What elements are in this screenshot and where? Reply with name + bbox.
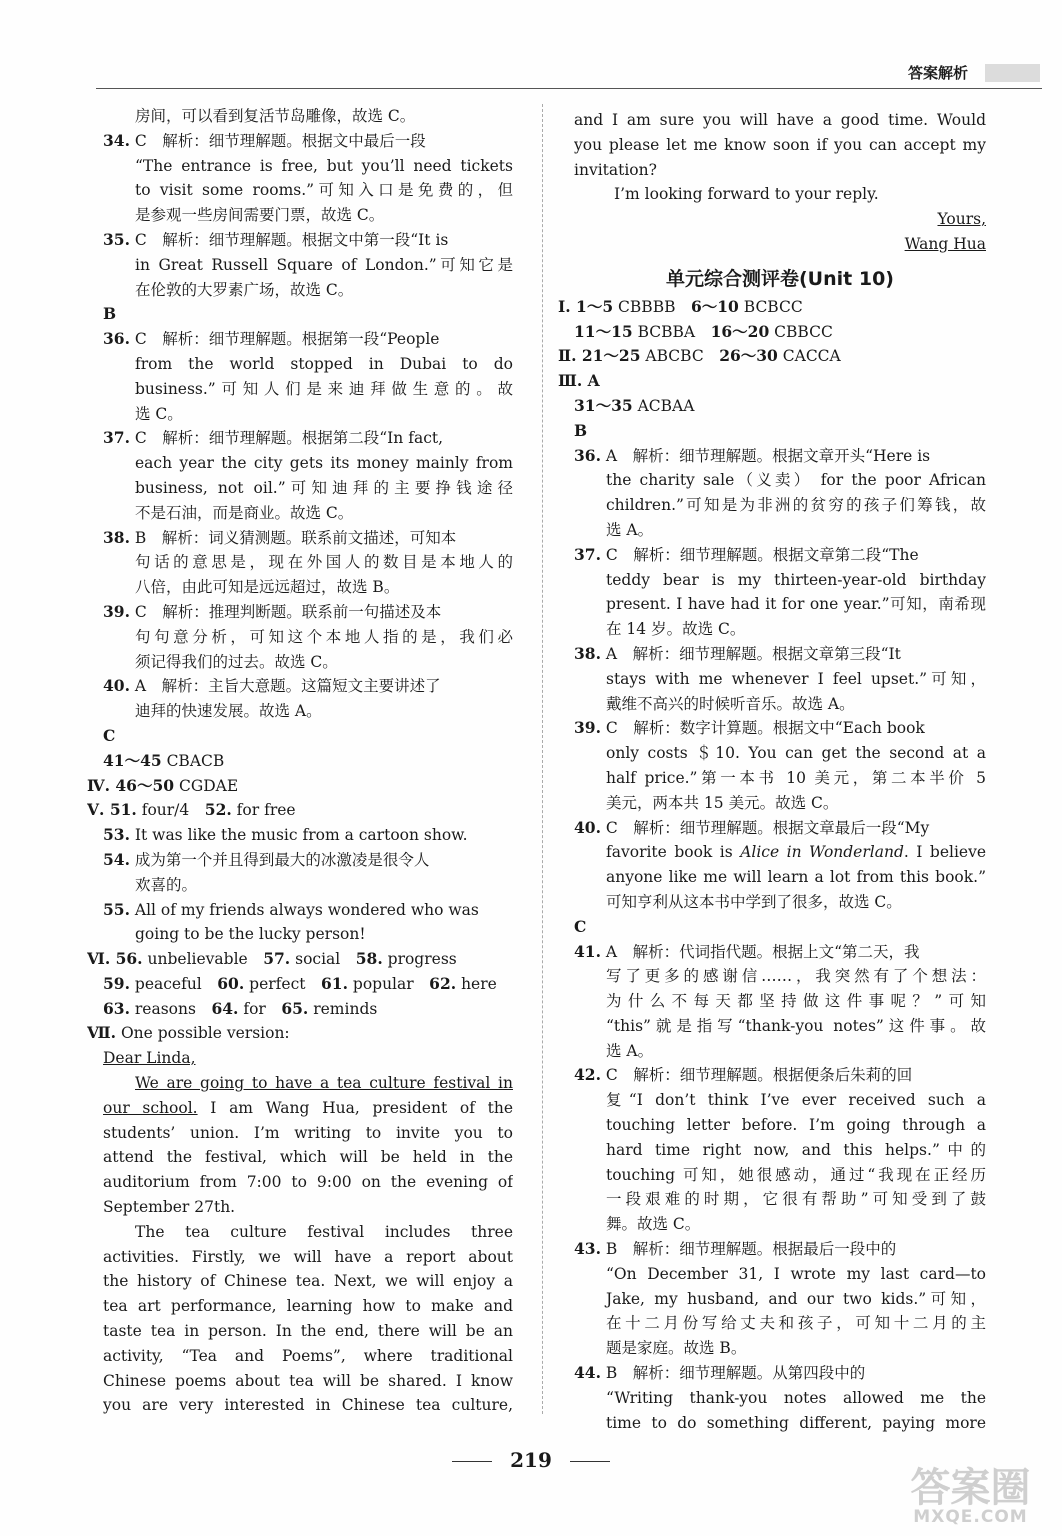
text-line — [103, 352, 513, 377]
text-line — [574, 158, 986, 183]
watermark-url: MXQE.COM — [913, 1507, 1028, 1527]
item-number: C — [574, 916, 587, 936]
line-text: each year the city gets its money mainly from — [135, 454, 513, 473]
line-text: 句句意分析，可知这个本地人指的是，我们必 — [135, 627, 513, 646]
text-line — [574, 667, 986, 692]
line-text: B 解析：细节理解题。从第四段中的 — [600, 1364, 866, 1383]
text-line — [103, 699, 513, 724]
text-line — [103, 104, 513, 129]
line-text: activity, “Tea and Poems”, where traditional — [103, 1346, 513, 1365]
unit-title: 单元综合测评卷(Unit 10) — [666, 267, 894, 290]
line-text: 在伦敦的大罗素广场，故选 C。 — [135, 280, 354, 299]
text-line — [558, 369, 986, 394]
item-number: Ⅶ. — [87, 1023, 117, 1043]
item-number: 43. — [574, 1239, 601, 1259]
line-text: B 解析：词义猜测题。联系前文描述，可知本 — [129, 528, 457, 547]
text-line — [574, 468, 986, 493]
line-text: 迪拜的快速发展。故选 A。 — [135, 702, 322, 721]
text-line — [103, 476, 513, 501]
watermark-logo — [898, 1465, 1043, 1530]
text-line — [574, 182, 986, 207]
line-text: ABCBC — [640, 347, 720, 366]
line-text: 一段艰难的时期，它很有帮助”可知受到了鼓 — [606, 1190, 986, 1209]
text-line — [103, 1319, 513, 1344]
line-text: hard time right now, and this helps.”中的 — [606, 1140, 986, 1159]
left-column — [87, 104, 513, 1418]
line-text: CGDAE — [174, 776, 239, 795]
item-number: 16～20 — [710, 321, 770, 341]
line-text: you are very interested in Chinese tea culture, — [103, 1396, 513, 1415]
line-text: reasons — [129, 999, 212, 1018]
item-number: 63. — [103, 998, 130, 1018]
item-number: 61. — [321, 973, 348, 993]
line-text: present. I have had it for one year.”可知，南希现 — [606, 595, 986, 614]
text-line — [574, 592, 986, 617]
text-line — [574, 642, 986, 667]
item-number: 59. — [103, 973, 130, 993]
underlined-text: We are going to have a tea culture festival in — [135, 1074, 513, 1093]
text-line — [103, 922, 513, 947]
text-line — [574, 133, 986, 158]
line-text: only costs ＄10. You can get the second at a — [606, 744, 986, 763]
text-line — [103, 1121, 513, 1146]
line-text: to visit some rooms.”可知入口是免费的，但 — [135, 181, 513, 200]
text-line — [574, 716, 986, 741]
letter-ending — [574, 108, 986, 257]
line-text: A 解析：主旨大意题。这篇短文主要讲述了 — [129, 677, 441, 696]
line-text: 写了更多的感谢信……，我突然有了个想法： — [606, 967, 986, 986]
text-line — [103, 253, 513, 278]
line-text: CBACB — [161, 751, 225, 770]
line-text: B 解析：细节理解题。根据最后一段中的 — [600, 1240, 897, 1259]
line-text: students’ union. I’m writing to invite you to — [103, 1123, 513, 1142]
text-line — [574, 840, 986, 865]
item-number: B — [574, 420, 588, 440]
line-text: 不是石油，而是商业。故选 C。 — [135, 503, 354, 522]
text-line — [103, 550, 513, 575]
text-line — [574, 232, 986, 257]
line-text: C 解析：细节理解题。根据第二段“In fact, — [129, 429, 444, 448]
text-line — [103, 1046, 513, 1071]
text-line — [574, 865, 986, 890]
item-number: Ⅳ. 46～50 — [87, 775, 175, 795]
line-text: “The entrance is free, but you’ll need tickets — [135, 156, 513, 175]
page-number — [0, 1448, 1062, 1472]
line-text: business, not oil.”可知迪拜的主要挣钱途径 — [135, 478, 513, 497]
item-number: 38. — [574, 643, 601, 663]
line-text: 舞。故选 C。 — [606, 1215, 701, 1234]
text-line — [574, 1212, 986, 1237]
line-text: for — [238, 999, 282, 1018]
line-text: touching 可知，她很感动，通过“我现在正经历 — [606, 1165, 986, 1184]
item-number: 53. — [103, 825, 130, 845]
line-text: auditorium from 7:00 to 9:00 on the evening of — [103, 1173, 513, 1192]
line-text: peaceful — [129, 974, 218, 993]
line-text: 房间，可以看到复活节岛雕像，故选 C。 — [135, 107, 416, 125]
text-line — [574, 692, 986, 717]
text-line — [103, 600, 513, 625]
underlined-text: Yours, — [937, 210, 986, 229]
line-text: I am Wang Hua, president of the — [197, 1098, 513, 1117]
line-text: . I believe — [903, 843, 986, 862]
line-text: going to be the lucky person! — [135, 925, 366, 944]
line-text: C 解析：推理判断题。联系前一句描述及本 — [129, 602, 442, 621]
text-line — [574, 816, 986, 841]
item-number: B — [103, 304, 117, 324]
text-line — [574, 741, 986, 766]
line-text: the charity sale（义卖） for the poor African — [606, 471, 986, 490]
line-text: “this”就是指写“thank-you notes”这件事。故 — [606, 1016, 986, 1035]
text-line — [574, 1237, 986, 1262]
line-text: taste tea in person. In the end, there will be an — [103, 1322, 513, 1341]
line-text: 八倍，由此可知是远远超过，故选 B。 — [135, 578, 400, 597]
text-line — [103, 451, 513, 476]
page-number-value: 219 — [510, 1448, 552, 1472]
item-number: 40. — [574, 817, 601, 837]
line-text: “Writing thank-you notes allowed me the — [606, 1388, 986, 1407]
text-line — [87, 1021, 513, 1046]
item-number: Ⅰ. 1～5 — [558, 296, 614, 316]
item-number: 37. — [574, 544, 601, 564]
line-text: social — [290, 950, 356, 969]
text-line — [574, 791, 986, 816]
text-line — [103, 724, 513, 749]
line-text: business.”可知人们是来迪拜做生意的。故 — [135, 379, 513, 398]
text-line — [574, 1138, 986, 1163]
line-text: 复“I don’t think I’ve ever received such a — [606, 1091, 986, 1110]
text-line — [103, 327, 513, 352]
line-text: 在十二月份写给丈夫和孩子，可知十二月的主 — [606, 1314, 986, 1333]
line-text: The tea culture festival includes three — [135, 1222, 513, 1241]
line-text: reminds — [308, 999, 378, 1018]
item-number: 34. — [103, 130, 130, 150]
item-number: 26～30 — [719, 346, 778, 366]
text-line — [103, 426, 513, 451]
line-text: in Great Russell Square of London.”可知它是 — [135, 255, 513, 274]
line-text: C 解析：细节理解题。根据文中最后一段 — [129, 131, 426, 150]
text-line — [574, 1187, 986, 1212]
line-text: BCBCC — [738, 297, 803, 316]
item-number: 42. — [574, 1065, 601, 1085]
underlined-text: Wang Hua — [904, 234, 986, 253]
line-text: One possible version: — [116, 1024, 290, 1043]
text-line — [103, 302, 513, 327]
text-line — [103, 972, 513, 997]
text-line — [574, 915, 986, 940]
line-text: children.”可知是为非洲的贫穷的孩子们筹钱，故 — [606, 496, 986, 515]
text-line — [87, 947, 513, 972]
text-line — [103, 526, 513, 551]
text-line — [574, 518, 986, 543]
text-line — [574, 1411, 986, 1436]
text-line — [574, 1311, 986, 1336]
line-text: tea art performance, learning how to make and — [103, 1297, 513, 1316]
text-line — [574, 1262, 986, 1287]
text-line — [103, 848, 513, 873]
line-text: for free — [231, 801, 296, 820]
text-line — [103, 129, 513, 154]
line-text: unbelievable — [142, 950, 264, 969]
item-number: 65. — [281, 998, 309, 1018]
line-text: BCBBA — [632, 322, 711, 341]
item-number: Ⅲ. A — [558, 371, 600, 391]
header-rule — [96, 88, 1042, 89]
line-text: and I am sure you will have a good time. Would — [574, 111, 986, 129]
text-line — [574, 568, 986, 593]
item-number: 64. — [211, 998, 239, 1018]
line-text: Jake, my husband, and our two kids.”可知， — [606, 1289, 986, 1308]
line-text: 在 14 岁。故选 C。 — [606, 620, 746, 639]
line-text: C 解析：细节理解题。根据文章第二段“The — [600, 545, 919, 564]
line-text: CACCA — [777, 347, 841, 366]
column-divider — [542, 104, 543, 1414]
header-label: 答案解析 — [908, 64, 969, 82]
line-text: CBBCC — [769, 322, 833, 341]
text-line — [574, 766, 986, 791]
text-line — [103, 278, 513, 303]
text-line — [103, 1195, 513, 1220]
text-line — [574, 419, 986, 444]
text-line — [574, 543, 986, 568]
item-number: 54. — [103, 849, 130, 869]
line-text: 欢喜的。 — [135, 875, 198, 894]
text-line — [574, 964, 986, 989]
text-line — [103, 1170, 513, 1195]
line-text: 选 A。 — [606, 520, 654, 539]
line-text: C 解析：数字计算题。根据文中“Each book — [600, 719, 925, 738]
unit-answers — [558, 295, 986, 1436]
line-text: “On December 31, I wrote my last card—to — [606, 1264, 986, 1283]
text-line — [103, 898, 513, 923]
item-number: 40. — [103, 676, 130, 696]
line-text: you please let me know soon if you can accept my — [574, 135, 986, 154]
item-number: 36. — [574, 445, 601, 465]
text-line — [103, 823, 513, 848]
line-text: 为什么不每天都坚持做这件事呢？”可知 — [606, 992, 986, 1011]
text-line — [574, 1063, 986, 1088]
text-line — [103, 674, 513, 699]
text-line — [574, 108, 986, 133]
line-text: teddy bear is my thirteen-year-old birthday — [606, 570, 986, 589]
line-text: time to do something different, paying more — [606, 1413, 986, 1432]
line-text: the history of Chinese tea. Next, we will enjoy a — [103, 1272, 513, 1291]
text-line — [103, 154, 513, 179]
text-line — [558, 344, 986, 369]
line-text: attend the festival, which will be held in the — [103, 1148, 513, 1167]
line-text: anyone like me will learn a lot from this book.” — [606, 868, 986, 887]
text-line — [574, 989, 986, 1014]
right-column — [558, 108, 986, 1435]
text-line — [103, 203, 513, 228]
text-line — [574, 1287, 986, 1312]
text-line — [87, 798, 513, 823]
text-line — [103, 997, 513, 1022]
book-title: Alice in Wonderland — [740, 843, 904, 862]
line-text: here — [456, 974, 497, 993]
line-text: A 解析：细节理解题。根据文章第三段“It — [600, 644, 901, 663]
text-line — [103, 1071, 513, 1096]
item-number: 37. — [103, 428, 130, 448]
text-line — [103, 501, 513, 526]
line-text: stays with me whenever I feel upset.”可知， — [606, 669, 986, 688]
text-line — [103, 377, 513, 402]
text-line — [103, 1393, 513, 1418]
line-text: 须记得我们的过去。故选 C。 — [135, 652, 338, 671]
item-number: 39. — [574, 718, 601, 738]
item-number: 60. — [217, 973, 245, 993]
text-line — [574, 207, 986, 232]
item-number: 55. — [103, 899, 130, 919]
item-number: 6～10 — [690, 296, 739, 316]
text-line — [103, 1096, 513, 1121]
item-number: C — [103, 725, 116, 745]
item-number: 31～35 — [574, 395, 633, 415]
text-line — [103, 1220, 513, 1245]
line-text: 美元，两本共 15 美元。故选 C。 — [606, 793, 839, 812]
line-text: Chinese poems about tea will be shared. I know — [103, 1371, 513, 1390]
item-number: 58. — [355, 949, 383, 969]
line-text: It was like the music from a cartoon show. — [129, 826, 468, 845]
item-number: 62. — [429, 973, 457, 993]
header-bar — [985, 64, 1040, 82]
text-line — [574, 1088, 986, 1113]
line-text: September 27th. — [103, 1198, 236, 1217]
line-text: four/4 — [136, 801, 205, 820]
text-line — [574, 1113, 986, 1138]
text-line — [103, 402, 513, 427]
text-line — [574, 394, 986, 419]
line-text: progress — [382, 950, 457, 969]
text-line — [103, 1269, 513, 1294]
line-text: 题是家庭。故选 B。 — [606, 1339, 747, 1358]
line-text: I’m looking forward to your reply. — [614, 185, 879, 204]
line-text: perfect — [244, 974, 321, 993]
text-line — [103, 178, 513, 203]
text-line — [103, 1145, 513, 1170]
item-number: 41. — [574, 941, 601, 961]
text-line — [574, 493, 986, 518]
underlined-text: our school. — [103, 1098, 198, 1117]
text-line — [103, 749, 513, 774]
line-text: invitation? — [574, 160, 657, 179]
text-line — [574, 617, 986, 642]
line-text: CBBBB — [613, 297, 691, 316]
line-text: A 解析：代词指代题。根据上文“第二天，我 — [600, 942, 920, 961]
item-number: 41～45 — [103, 750, 162, 770]
text-line — [574, 320, 986, 345]
line-text: C 解析：细节理解题。根据便条后朱莉的回 — [600, 1066, 913, 1085]
item-number: 36. — [103, 329, 130, 349]
text-line — [103, 1344, 513, 1369]
item-number: 39. — [103, 601, 130, 621]
text-line — [574, 940, 986, 965]
text-line — [103, 873, 513, 898]
item-number: Ⅱ. 21～25 — [558, 346, 641, 366]
line-text: 选 C。 — [135, 404, 183, 423]
line-text: C 解析：细节理解题。根据第一段“People — [129, 330, 440, 349]
line-text: ACBAA — [632, 396, 695, 415]
text-line — [574, 1336, 986, 1361]
item-number: 11～15 — [574, 321, 633, 341]
item-number: 35. — [103, 229, 130, 249]
text-line — [103, 650, 513, 675]
line-text: 成为第一个并且得到最大的冰激凌是很令人 — [129, 850, 430, 869]
text-line — [103, 625, 513, 650]
text-line — [103, 575, 513, 600]
text-line — [574, 890, 986, 915]
line-text: 句话的意思是，现在外国人的数目是本地人的 — [135, 553, 513, 572]
text-line — [558, 295, 986, 320]
item-number: 52. — [204, 800, 232, 820]
text-line — [574, 1014, 986, 1039]
line-text: 选 A。 — [606, 1041, 654, 1060]
text-line — [574, 1163, 986, 1188]
line-text: 是参观一些房间需要门票，故选 C。 — [135, 206, 385, 225]
line-text: C 解析：细节理解题。根据文中第一段“It is — [129, 230, 449, 249]
text-line — [103, 1294, 513, 1319]
text-line — [103, 1245, 513, 1270]
text-line — [87, 774, 513, 799]
line-text: touching letter before. I’m going through a — [606, 1116, 986, 1135]
line-text: popular — [347, 974, 430, 993]
item-number: Ⅵ. 56. — [87, 949, 143, 969]
underlined-text: Dear Linda, — [103, 1049, 196, 1068]
text-line — [574, 1386, 986, 1411]
line-text: 戴维不高兴的时候听音乐。故选 A。 — [606, 694, 855, 713]
line-text: activities. Firstly, we will have a report about — [103, 1247, 513, 1266]
text-line — [574, 1039, 986, 1064]
watermark-text: 答案圈 — [910, 1465, 1031, 1511]
line-text: half price.”第一本书 10 美元，第二本半价 5 — [606, 768, 986, 787]
line-text: from the world stopped in Dubai to do — [135, 354, 513, 373]
text-line — [103, 228, 513, 253]
text-line — [574, 1361, 986, 1386]
line-text: 可知亨利从这本书中学到了很多，故选 C。 — [606, 892, 902, 911]
line-text: All of my friends always wondered who was — [129, 900, 479, 919]
text-line — [574, 444, 986, 469]
item-number: 57. — [263, 949, 291, 969]
item-number: Ⅴ. 51. — [87, 800, 137, 820]
item-number: 44. — [574, 1363, 601, 1383]
line-text: favorite book is — [606, 843, 741, 862]
item-number: 38. — [103, 527, 130, 547]
line-text: C 解析：细节理解题。根据文章最后一段“My — [600, 818, 930, 837]
line-text: A 解析：细节理解题。根据文章开头“Here is — [600, 446, 931, 465]
text-line — [103, 1369, 513, 1394]
